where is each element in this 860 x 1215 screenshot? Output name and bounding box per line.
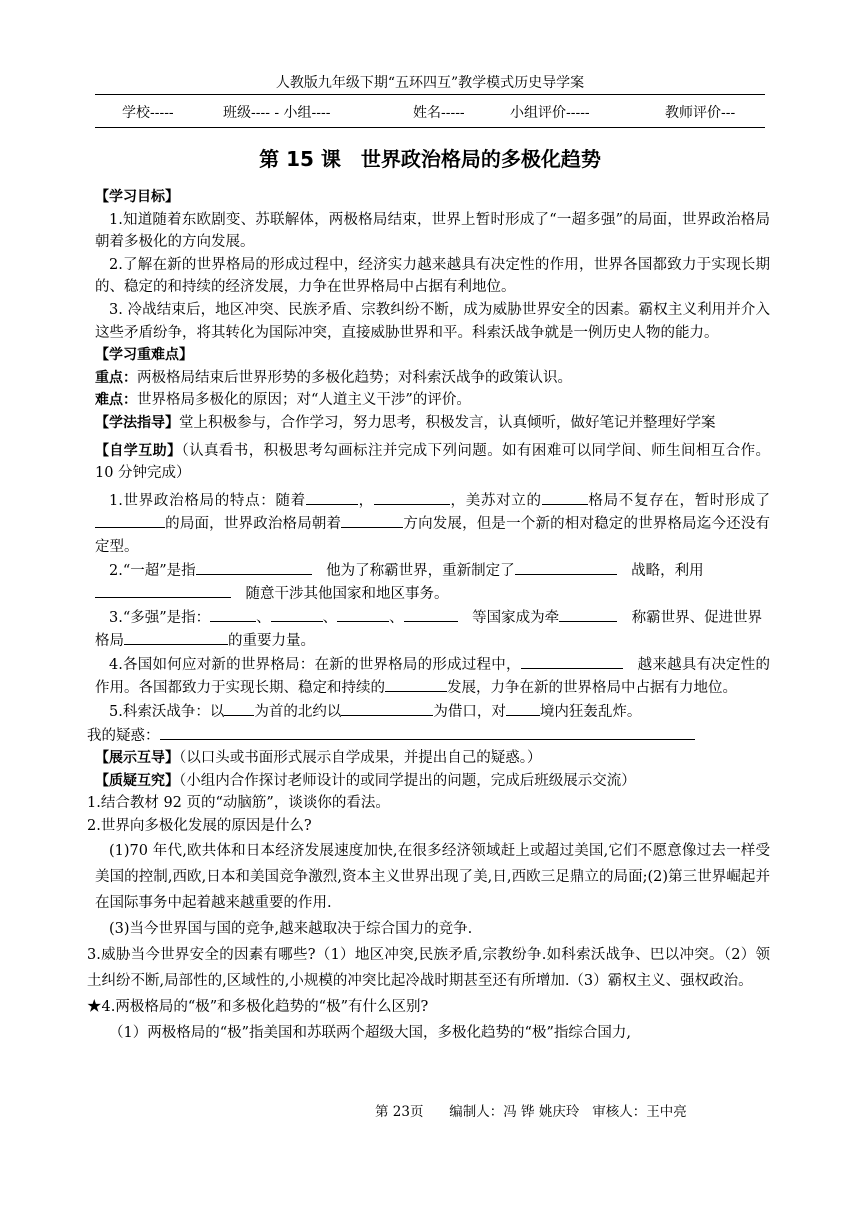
q3-blank-3[interactable] — [337, 606, 389, 622]
inquiry-paragraph — [95, 770, 770, 793]
method-paragraph — [95, 412, 770, 435]
q3-text-c: 称霸世界、促进世界格局 — [95, 609, 763, 650]
group-eval-field: 小组评价----- — [510, 105, 590, 121]
q1-blank-3[interactable] — [542, 489, 588, 505]
q3-blank-4[interactable] — [404, 606, 458, 622]
self-study-intro: （认真看书，积极思考勾画标注并完成下列问题。如有困难可以同学间、师生间相互合作。10 分钟完成） — [95, 442, 771, 482]
teacher-eval-field: 教师评价--- — [665, 105, 736, 121]
q1-text-b: ， — [357, 492, 374, 509]
q1-blank-4[interactable] — [95, 512, 165, 528]
q3-sep-3: 、 — [389, 609, 404, 626]
q2-text-d: 随意干涉其他国家和地区事务。 — [231, 586, 449, 603]
editors: 编制人：冯 铧 姚庆玲 — [449, 1104, 580, 1120]
question-3 — [95, 606, 770, 653]
q5-text-b: 为首的北约以 — [254, 704, 342, 721]
difficult-point-text: 世界格局多极化的原因；对“人道主义干涉”的评价。 — [137, 392, 471, 409]
self-study-heading: 【自学互助】 — [95, 442, 182, 459]
q3-blank-6[interactable] — [124, 629, 228, 645]
inquiry-question-2: 2.世界向多极化发展的原因是什么? — [87, 818, 312, 835]
class-group-field: 班级---- - 小组---- — [223, 105, 331, 121]
q2-text-a: 2.“一超”是指 — [109, 562, 196, 579]
info-divider — [95, 127, 765, 128]
header-divider — [95, 94, 765, 95]
page-number: 第 23页 — [375, 1104, 424, 1120]
q2-text-b: 他为了称霸世界，重新制定了 — [311, 562, 515, 579]
inquiry-answer-2a: (1)70 年代,欧共体和日本经济发展速度加快,在很多经济领域赶上或超过美国,它们不愿意像过去一样受美国的控制,西欧,日本和美国竞争激烈,资本主义世界出现了美,日,西欧三足鼎立的局面;(2)第三世界崛起并在国际事务中起着越来越重要的作用. — [95, 842, 770, 911]
inquiry-answer-2b: (3)当今世界国与国的竞争,越来越取决于综合国力的竞争. — [109, 920, 473, 937]
difficult-point-line — [95, 389, 770, 412]
q3-blank-1[interactable] — [210, 606, 256, 622]
q3-blank-2[interactable] — [271, 606, 323, 622]
method-text: 堂上积极参与，合作学习，努力思考，积极发言，认真倾听，做好笔记并整理好学案 — [179, 414, 716, 431]
q5-text-c: 为借口，对 — [433, 704, 506, 721]
doubt-label: 我的疑惑： — [87, 727, 160, 744]
display-text: （以口头或书面形式展示自学成果，并提出自己的疑惑。） — [179, 750, 542, 767]
q2-text-c: 战略，利用 — [616, 562, 704, 579]
q3-sep-1: 、 — [256, 609, 271, 626]
q1-text-e: 的局面，世界政治格局朝着 — [165, 516, 342, 533]
q5-text-d: 境内狂轰乱炸。 — [539, 704, 642, 721]
question-4 — [95, 653, 770, 700]
q1-blank-1[interactable] — [306, 489, 358, 505]
name-field: 姓名----- — [413, 105, 465, 121]
question-2 — [95, 559, 770, 606]
q4-text-b: 越来越具有决定性的作用。各国都致力于实现长期、稳定和持续的 — [95, 656, 770, 697]
method-heading: 【学法指导】 — [95, 414, 179, 431]
q4-text-c: 发展，力争在新的世界格局中占据有力地位。 — [447, 680, 737, 697]
q1-blank-2[interactable] — [374, 489, 450, 505]
display-heading: 【展示互导】 — [95, 750, 179, 767]
objective-2: 2.了解在新的世界格局的形成过程中，经济实力越来越具有决定性的作用，世界各国都致力于实现长期的、稳定的和持续的经济发展，力争在世界格局中占据有利地位。 — [95, 256, 770, 296]
q2-blank-2[interactable] — [515, 559, 617, 575]
q1-text-a: 1.世界政治格局的特点：随着 — [109, 492, 306, 509]
q1-text-c: ，美苏对立的 — [449, 492, 542, 509]
display-paragraph — [95, 747, 770, 770]
key-point-line — [95, 367, 770, 390]
q3-blank-5[interactable] — [559, 606, 617, 622]
doubt-line — [87, 724, 770, 748]
key-point-text: 两极格局结束后世界形势的多极化趋势；对科索沃战争的政策认识。 — [137, 369, 572, 386]
q5-text-a: 5.科索沃战争：以 — [109, 704, 225, 721]
q2-blank-1[interactable] — [196, 559, 312, 575]
school-field: 学校----- — [122, 105, 174, 121]
objectives-heading: 【学习目标】 — [95, 189, 179, 205]
q5-blank-1[interactable] — [224, 700, 254, 716]
reviewer: 审核人：王中亮 — [592, 1104, 687, 1120]
lesson-title: 第 15 课 世界政治格局的多极化趋势 — [259, 147, 601, 171]
doubt-blank[interactable] — [160, 724, 695, 740]
key-points-heading: 【学习重难点】 — [95, 347, 193, 364]
inquiry-question-3: 3.威胁当今世界安全的因素有哪些?（1）地区冲突,民族矛盾,宗教纷争.如科索沃战争、巴以冲突。（2）领土纠纷不断,局部性的,区域性的,小规模的冲突比起冷战时期甚至还有所增加.（3）霸权主义、强权政治。 — [87, 946, 770, 989]
inquiry-question-4: ★4.两极格局的“极”和多极化趋势的“极”有什么区别? — [87, 998, 429, 1015]
objective-3: 3. 冷战结束后，地区冲突、民族矛盾、宗教纠纷不断，成为威胁世界安全的因素。霸权主义利用并介入这些矛盾纷争，将其转化为国际冲突，直接威胁世界和平。科索沃战争就是一例历史人物的能力。 — [95, 301, 770, 341]
objective-1: 1.知道随着东欧剧变、苏联解体，两极格局结束，世界上暂时形成了“一超多强”的局面，世界政治格局朝着多极化的方向发展。 — [95, 211, 770, 251]
inquiry-answer-4: （1）两极格局的“极”指美国和苏联两个超级大国，多极化趋势的“极”指综合国力, — [109, 1024, 631, 1041]
q3-text-a: 3.“多强”是指： — [109, 609, 211, 626]
difficult-point-label: 难点： — [95, 392, 137, 409]
key-point-label: 重点： — [95, 369, 137, 386]
q3-text-b: 等国家成为牵 — [457, 609, 560, 626]
q1-blank-5[interactable] — [341, 512, 403, 528]
self-study-paragraph — [95, 440, 770, 485]
inquiry-text: （小组内合作探讨老师设计的或同学提出的问题，完成后班级展示交流） — [179, 772, 636, 789]
question-1 — [95, 489, 770, 559]
document-body — [87, 186, 771, 1046]
q4-blank-1[interactable] — [521, 653, 623, 669]
q5-blank-2[interactable] — [341, 700, 433, 716]
student-info-line — [122, 104, 772, 122]
q1-text-f: 方向发展，但是一个新的相对稳定的世界格局迄今还没有定型。 — [95, 516, 771, 555]
inquiry-question-1: 1.结合教材 92 页的“动脑筋”，谈谈你的看法。 — [87, 795, 390, 812]
q2-blank-3[interactable] — [95, 582, 231, 598]
q3-text-d: 的重要力量。 — [228, 633, 315, 650]
question-5 — [95, 700, 770, 724]
q5-blank-3[interactable] — [506, 700, 540, 716]
page-footer — [375, 1100, 687, 1120]
header-title: 人教版九年级下期“五环四互”教学模式历史导学案 — [275, 75, 585, 91]
q1-text-d: 格局不复存在，暂时形成了 — [587, 492, 771, 509]
inquiry-heading: 【质疑互究】 — [95, 772, 179, 789]
q3-sep-2: 、 — [322, 609, 338, 626]
q4-text-a: 4.各国如何应对新的世界格局：在新的世界格局的形成过程中， — [109, 656, 521, 673]
q4-blank-2[interactable] — [385, 676, 447, 692]
